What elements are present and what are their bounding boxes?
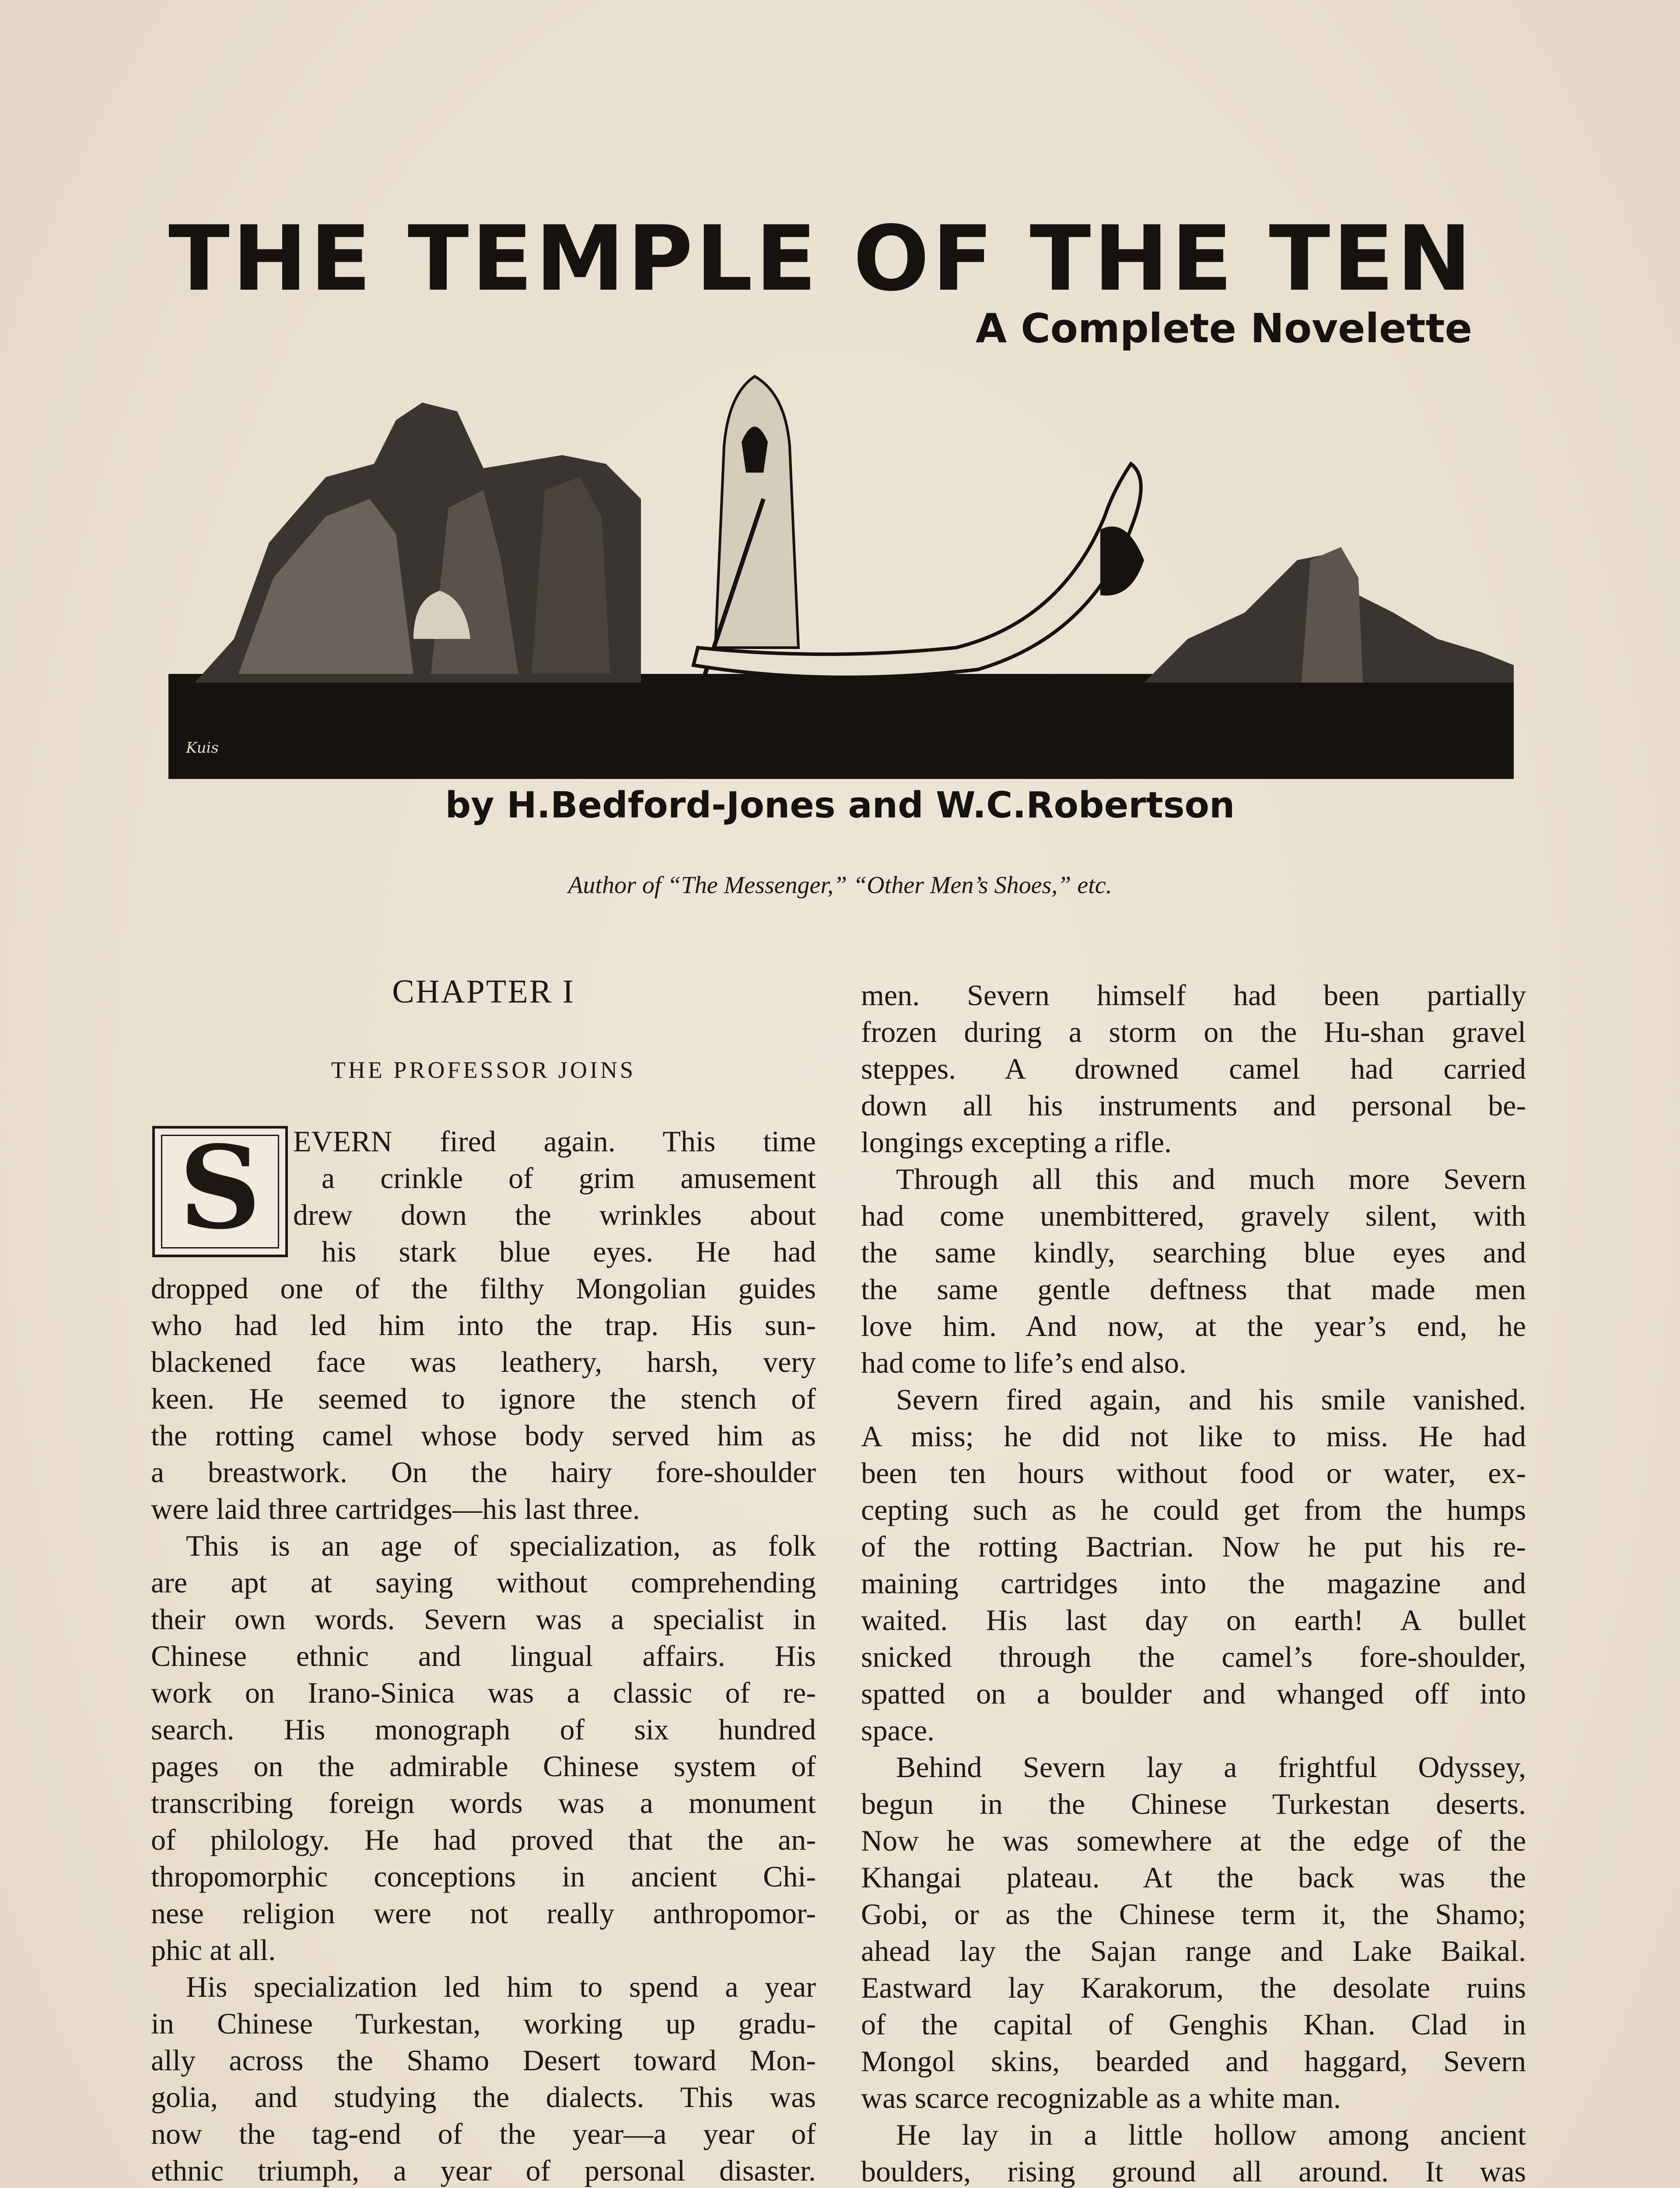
text-line: longings excepting a rifle. — [861, 1126, 1172, 1159]
text-line: of the capital of Genghis Khan. Clad in — [861, 2008, 1526, 2041]
text-line: were laid three cartridges—his last three. — [151, 1492, 640, 1525]
text-line: been ten hours without food or water, ex- — [861, 1456, 1526, 1490]
text-line: His specialization led him to spend a year — [186, 1970, 816, 2003]
byline: by H.Bedford-Jones and W.C.Robertson — [445, 785, 1235, 826]
text-line: had come unembittered, gravely silent, with — [861, 1199, 1526, 1232]
text-line: spatted on a boulder and whanged off into — [861, 1677, 1526, 1710]
story-title: THE TEMPLE OF THE TEN — [168, 207, 1474, 311]
chapter-subtitle: THE PROFESSOR JOINS — [331, 1057, 636, 1083]
text-line: transcribing foreign words was a monument — [151, 1786, 816, 1820]
text-line: of philology. He had proved that the an- — [151, 1823, 816, 1856]
text-line: thropomorphic conceptions in ancient Chi- — [151, 1860, 816, 1893]
text-line: the rotting camel whose body served him as — [151, 1419, 816, 1452]
text-line: pages on the admirable Chinese system of — [151, 1750, 816, 1783]
text-line: This is an age of specialization, as folk — [186, 1529, 816, 1562]
text-line: Mongol skins, bearded and haggard, Severn — [861, 2044, 1526, 2078]
text-line: a crinkle of grim amusement — [322, 1161, 816, 1195]
text-line: EVERN fired again. This time — [293, 1125, 816, 1158]
text-line: dropped one of the filthy Mongolian guides — [151, 1272, 816, 1305]
text-line: love him. And now, at the year’s end, he — [861, 1309, 1526, 1343]
text-line: Severn fired again, and his smile vanished. — [896, 1383, 1526, 1416]
text-line: boulders, rising ground all around. It was — [861, 2155, 1526, 2188]
text-line: Through all this and much more Severn — [896, 1162, 1526, 1196]
text-line: He lay in a little hollow among ancient — [896, 2118, 1526, 2151]
text-line: a breastwork. On the hairy fore-shoulder — [151, 1455, 816, 1489]
drop-cap-letter: S — [179, 1121, 261, 1255]
text-line: ally across the Shamo Desert toward Mon- — [151, 2044, 816, 2077]
text-line: men. Severn himself had been partially — [861, 978, 1526, 1012]
text-line: are apt at saying without comprehending — [151, 1566, 816, 1599]
text-line: snicked through the camel’s fore-shoulder, — [861, 1640, 1526, 1673]
text-line: nese religion were not really anthropomor- — [151, 1897, 816, 1930]
text-line: the same kindly, searching blue eyes and — [861, 1236, 1526, 1269]
text-line: Chinese ethnic and lingual affairs. His — [151, 1639, 816, 1673]
text-line: their own words. Severn was a specialist in — [151, 1602, 816, 1636]
text-line: keen. He seemed to ignore the stench of — [151, 1382, 816, 1415]
text-line: Eastward lay Karakorum, the desolate ruins — [861, 1971, 1526, 2004]
chapter-heading: CHAPTER I — [392, 973, 575, 1010]
story-subtitle: A Complete Novelette — [976, 305, 1472, 352]
text-line: maining cartridges into the magazine and — [861, 1567, 1526, 1600]
text-line: had come to life’s end also. — [861, 1346, 1187, 1379]
text-line: space. — [861, 1714, 935, 1747]
text-line: down all his instruments and personal be- — [861, 1089, 1526, 1122]
text-line: begun in the Chinese Turkestan deserts. — [861, 1787, 1526, 1820]
illustration-signature: Kuis — [186, 739, 219, 757]
text-line: in Chinese Turkestan, working up gradu- — [151, 2007, 816, 2040]
text-line: cepting such as he could get from the humps — [861, 1493, 1526, 1526]
desert-temple-illustration — [168, 333, 1514, 779]
text-line: ahead lay the Sajan range and Lake Baikal. — [861, 1934, 1526, 1967]
text-line: his stark blue eyes. He had — [322, 1235, 816, 1268]
text-line: frozen during a storm on the Hu-shan gravel — [861, 1015, 1526, 1048]
text-line: golia, and studying the dialects. This was — [151, 2080, 816, 2114]
text-line: Gobi, or as the Chinese term it, the Shamo; — [861, 1897, 1526, 1931]
drop-cap — [152, 1121, 288, 1257]
text-line: work on Irano-Sinica was a classic of re- — [151, 1676, 816, 1709]
text-line: the same gentle deftness that made men — [861, 1273, 1526, 1306]
text-line: waited. His last day on earth! A bullet — [861, 1603, 1526, 1637]
text-line: ethnic triumph, a year of personal disaster. — [151, 2154, 816, 2187]
author-credits: Author of “The Messenger,” “Other Men’s Shoes,” etc. — [568, 872, 1112, 899]
text-line: blackened face was leathery, harsh, very — [151, 1345, 816, 1378]
text-line: was scarce recognizable as a white man. — [861, 2081, 1341, 2114]
text-line: drew down the wrinkles about — [293, 1198, 816, 1231]
text-line: A miss; he did not like to miss. He had — [861, 1420, 1526, 1453]
text-line: now the tag-end of the year—a year of — [151, 2117, 816, 2150]
text-line: of the rotting Bactrian. Now he put his re- — [861, 1530, 1526, 1563]
text-line: Now he was somewhere at the edge of the — [861, 1824, 1526, 1857]
text-line: who had led him into the trap. His sun- — [151, 1308, 816, 1342]
text-line: Khangai plateau. At the back was the — [861, 1861, 1526, 1894]
text-line: Behind Severn lay a frightful Odyssey, — [896, 1750, 1526, 1784]
text-line: phic at all. — [151, 1933, 276, 1967]
text-line: steppes. A drowned camel had carried — [861, 1052, 1526, 1085]
text-line: search. His monograph of six hundred — [151, 1713, 816, 1746]
